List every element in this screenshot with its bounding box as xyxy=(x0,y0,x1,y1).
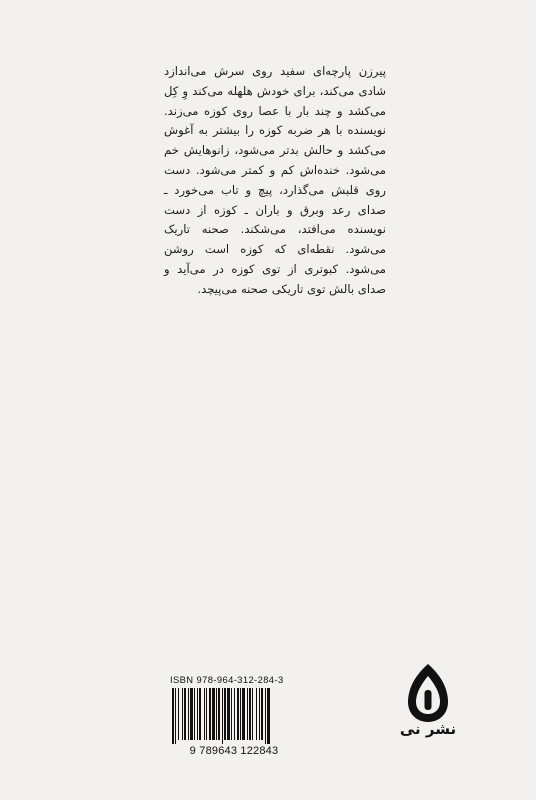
barcode-bar xyxy=(178,688,179,740)
isbn-label: ISBN 978-964-312-284-3 xyxy=(170,674,284,685)
barcode-bar xyxy=(172,688,174,744)
barcode-bar xyxy=(218,688,220,740)
barcode-bar xyxy=(227,688,230,740)
barcode-bar xyxy=(240,688,241,740)
barcode-bar xyxy=(197,688,198,740)
barcode-bar xyxy=(199,688,201,740)
barcode-bar xyxy=(256,688,257,740)
barcode-bar xyxy=(224,688,226,740)
barcode-bar xyxy=(259,688,260,740)
barcode-bar xyxy=(265,688,266,744)
barcode-bar xyxy=(247,688,248,740)
barcode-bar xyxy=(190,688,193,740)
barcode-bar xyxy=(194,688,195,740)
barcode-bar xyxy=(184,688,186,740)
barcode xyxy=(168,688,300,758)
barcode-bar xyxy=(188,688,189,740)
barcode-digits: 9 789643 122843 xyxy=(189,745,279,757)
barcode-bars xyxy=(168,688,300,744)
barcode-bar xyxy=(175,688,176,744)
barcode-bar xyxy=(267,688,270,744)
barcode-bar xyxy=(209,688,211,740)
barcode-bar xyxy=(204,688,205,740)
barcode-bar xyxy=(234,688,235,740)
back-cover-blurb: پیرزن پارچه‌ای سفید روی سرش می‌اندازد شادی می‌کند، برای خودش هلهله می‌کند وِ کِل می‌کشد و چند بار با عصا روی کوزه می‌زند. نویسنده با هر ضربه کوزه را بیشتر به آغوش می‌کشد و حالش بدتر می‌شود، زانوهایش خم می‌شود. خنده‌اش کم و کمتر می‌شود. دست روی قلبش می‌گذارد، پیچ و تاب می‌خورد ـ صدای رعد وبرق و باران ـ کوزه از دست نویسنده می‌افتد، می‌شکند. صحنه تاریک می‌شود. نقطه‌ای که کوزه است روشن می‌شود. کبوتری از توی کوزه در می‌آید و صدای بالش توی تاریکی صحنه می‌پیچد. xyxy=(164,64,386,296)
publisher-name: نشر نی xyxy=(399,720,457,738)
barcode-bar xyxy=(242,688,245,740)
barcode-bar xyxy=(231,688,232,740)
barcode-bar xyxy=(249,688,251,740)
barcode-bar xyxy=(237,688,239,740)
barcode-bar xyxy=(212,688,215,740)
barcode-bar xyxy=(216,688,217,740)
barcode-bar xyxy=(252,688,253,740)
barcode-bar xyxy=(206,688,207,740)
barcode-bar xyxy=(222,688,223,744)
barcode-bar xyxy=(182,688,183,740)
barcode-bar xyxy=(261,688,263,740)
